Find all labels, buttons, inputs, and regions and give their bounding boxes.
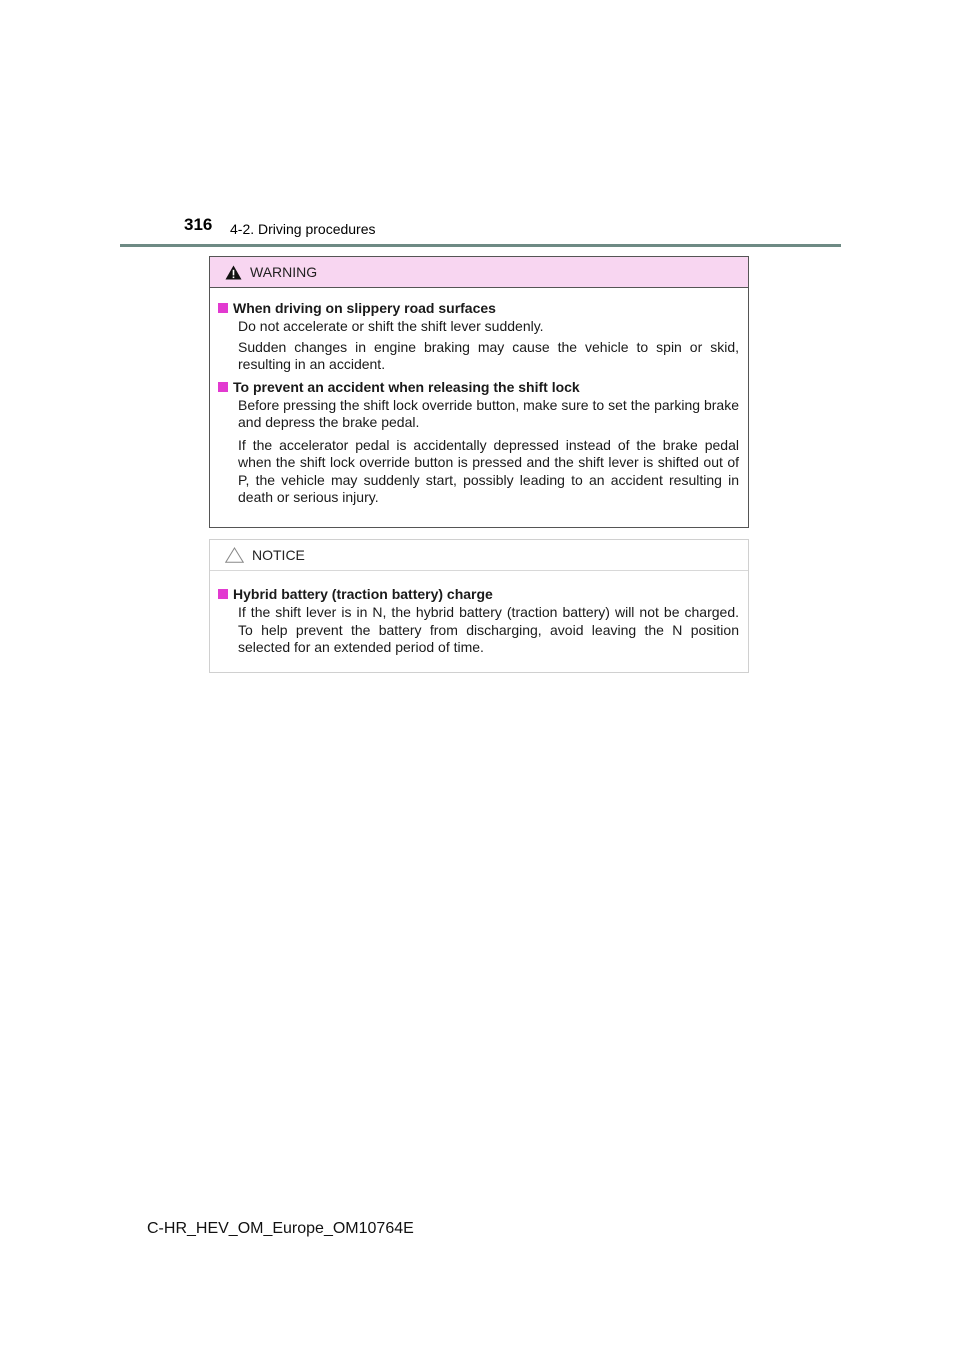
notice-body [210,571,748,657]
warning-paragraph: Before pressing the shift lock override button, make sure to set the parking brake and depress the brake pedal. [238,396,739,430]
warning-item-heading-text: To prevent an accident when releasing the shift lock [233,378,580,395]
notice-item [218,585,739,657]
caution-triangle-icon [225,547,244,563]
warning-item-heading-text: When driving on slippery road surfaces [233,300,496,316]
section-title: 4-2. Driving procedures [230,221,376,237]
warning-header [210,257,748,288]
warning-triangle-icon [225,265,242,280]
notice-item-heading-text: Hybrid battery (traction battery) charge [233,586,493,602]
notice-paragraph: If the shift lever is in N, the hybrid battery (traction battery) will not be charged. To help prevent the battery from discharging, avoid leaving the N position selected for an extended period of time. [238,604,739,655]
bullet-square-icon [218,382,228,392]
warning-box [209,256,749,528]
warning-body [210,288,748,507]
notice-header [210,540,748,571]
notice-box [209,539,749,673]
notice-item-heading [218,585,739,603]
document-code: C-HR_HEV_OM_Europe_OM10764E [147,1220,414,1237]
warning-item [218,299,739,374]
warning-item-heading [218,378,739,396]
warning-item [218,378,739,507]
warning-paragraph: Sudden changes in engine braking may cause the vehicle to spin or skid, resulting in an accident. [238,338,739,372]
notice-title: NOTICE [252,547,305,563]
header-rule [120,244,841,247]
warning-paragraph: If the accelerator pedal is accidentally depressed instead of the brake pedal when the shift lock override button is pressed and the shift lever is shifted out of P, the vehicle may suddenly start, possibly leading to an accident resulting in death or serious injury. [238,436,739,505]
bullet-square-icon [218,303,228,313]
warning-item-heading [218,299,739,317]
bullet-square-icon [218,589,228,599]
warning-title: WARNING [250,264,318,280]
warning-paragraph: Do not accelerate or shift the shift lever suddenly. [238,318,544,334]
page-number: 316 [184,215,213,234]
